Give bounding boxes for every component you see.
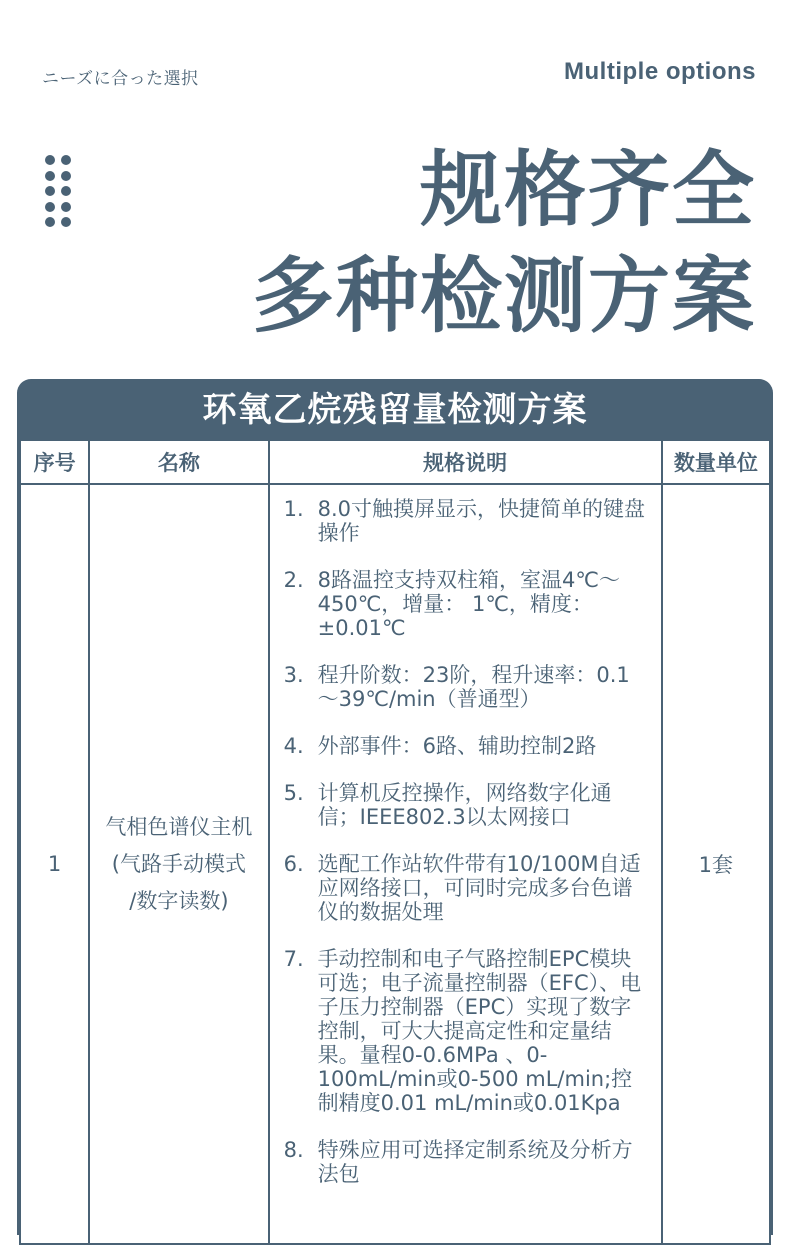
column-header-spec: 规格说明: [269, 440, 662, 484]
headline-line-1: 规格齐全: [419, 143, 756, 238]
column-header-name: 名称: [89, 440, 268, 484]
spec-item-number: 1.: [283, 497, 304, 521]
row-spec: [269, 484, 662, 1244]
spec-item-text: 8.0寸触摸屏显示，快捷简单的键盘操作: [317, 497, 646, 545]
english-tagline: Multiple options: [564, 58, 756, 85]
spec-item-number: 8.: [283, 1138, 304, 1162]
spec-item-number: 5.: [283, 781, 304, 805]
column-header-unit: 数量单位: [662, 440, 770, 484]
spec-item: [284, 497, 651, 545]
spec-item-text: 程升阶数：23阶，程升速率：0.1～39℃/min（普通型）: [317, 663, 630, 711]
spec-item-text: 手动控制和电子气路控制EPC模块可选；电子流量控制器（EFC）、电子压力控制器（EPC）实现了数字控制，可大大提高定性和定量结果。量程0-0.6MPa 、0-100mL/min或0-500 mL/min;控制精度0.01 mL/min或0.01Kpa: [317, 947, 642, 1115]
table-header-row: [20, 440, 770, 484]
spec-item-text: 计算机反控操作，网络数字化通信；IEEE802.3以太网接口: [317, 781, 612, 829]
row-index: 1: [20, 484, 89, 1244]
column-header-index: 序号: [20, 440, 89, 484]
spec-item: [284, 781, 651, 829]
spec-list: [284, 497, 651, 1186]
spec-item: [284, 947, 651, 1115]
spec-item: [284, 734, 651, 758]
spec-item-text: 外部事件：6路、辅助控制2路: [317, 734, 597, 758]
row-unit: 1套: [662, 484, 770, 1244]
spec-item: [284, 568, 651, 640]
row-name-line: 气相色谱仪主机: [105, 814, 253, 839]
page-headline: [252, 138, 756, 350]
spec-item-number: 6.: [283, 852, 304, 876]
spec-item-number: 2.: [283, 568, 304, 592]
spec-table-card: [17, 379, 773, 1235]
headline-line-2: 多种检测方案: [251, 249, 756, 344]
spec-item-text: 选配工作站软件带有10/100M自适应网络接口，可同时完成多台色谱仪的数据处理: [317, 852, 641, 924]
japanese-tagline: ニーズに合った選択: [42, 69, 199, 89]
spec-item: [284, 663, 651, 711]
decorative-dots-icon: [45, 155, 71, 227]
row-name: [89, 484, 268, 1244]
spec-item: [284, 852, 651, 924]
spec-item: [284, 1138, 651, 1186]
table-title: 环氧乙烷残留量检测方案: [202, 390, 588, 430]
row-name-line: (气路手动模式: [111, 851, 246, 876]
spec-item-text: 8路温控支持双柱箱，室温4℃～450℃，增量： 1℃，精度：±0.01℃: [317, 568, 620, 640]
spec-item-number: 3.: [283, 663, 304, 687]
spec-item-text: 特殊应用可选择定制系统及分析方法包: [317, 1138, 633, 1186]
spec-item-number: 7.: [283, 947, 304, 971]
table-row: [20, 484, 770, 1244]
spec-table: [19, 439, 771, 1245]
spec-item-number: 4.: [283, 734, 304, 758]
row-name-line: /数字读数): [129, 888, 229, 913]
